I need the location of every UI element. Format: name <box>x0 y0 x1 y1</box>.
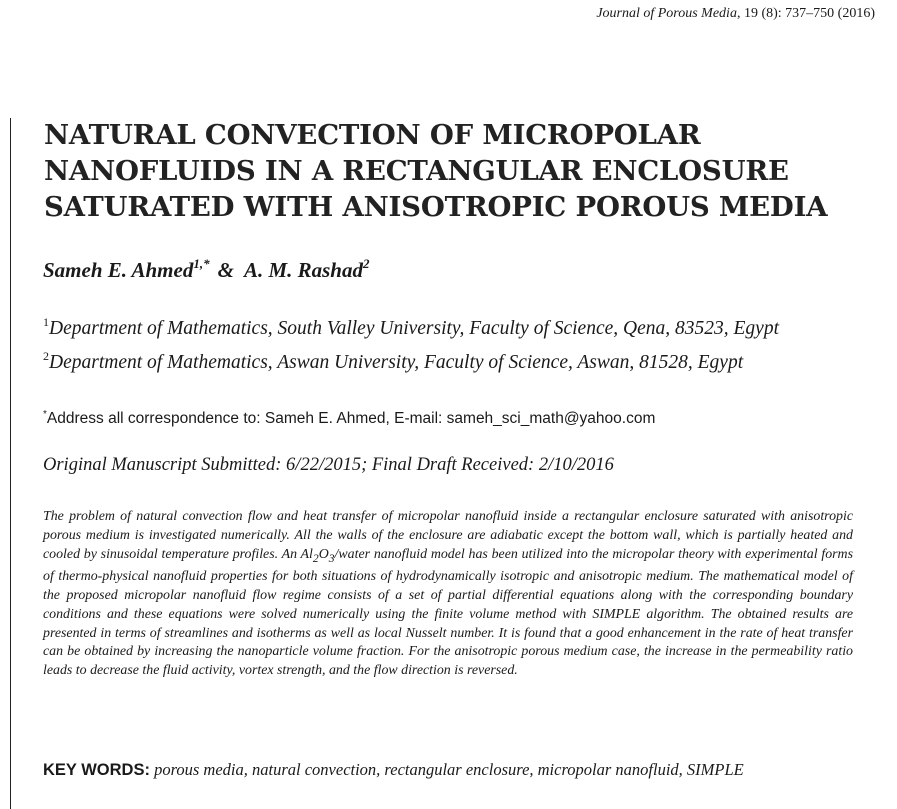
author-list <box>43 258 369 283</box>
correspondence-note <box>43 410 655 428</box>
abstract-subscript-2: 3 <box>328 551 335 565</box>
journal-citation <box>596 6 875 22</box>
left-margin-rule <box>10 118 11 809</box>
affiliation-2-text: Department of Mathematics, Aswan University, Faculty of Science, Aswan, 81528, Egypt <box>49 352 744 373</box>
abstract-text-3: /water nanofluid model has been utilized into the micropolar theory with experimental forms of thermo-physical nanofluid properties for both situations of hydrodynamically isotropic and anisotropic medium. The mathematical model of the proposed micropolar nanofluid flow regime consists of a set of partial differential equations along with the corresponding boundary conditions and these equations were solved numerically using the finite volume method with SIMPLE algorithm. The obtained results are presented in terms of streamlines and isotherms as well as local Nusselt number. It is found that a good enhancement in the rate of heat transfer can be obtained by increasing the nanoparticle volume fraction. For the anisotropic porous medium case, the increase in the permeability ratio leads to decrease the fluid activity, vortex strength, and the flow direction is reversed. <box>43 546 853 679</box>
abstract-subscript-1: 2 <box>312 551 319 565</box>
manuscript-dates: Original Manuscript Submitted: 6/22/2015; Final Draft Received: 2/10/2016 <box>43 455 614 475</box>
journal-name: Journal of Porous Media <box>596 6 737 21</box>
correspondence-text: Address all correspondence to: Sameh E. Ahmed, E-mail: sameh_sci_math@yahoo.com <box>46 410 656 427</box>
affiliation-2-marker: 2 <box>43 349 49 363</box>
title-line-3: SATURATED WITH ANISOTROPIC POROUS MEDIA <box>44 191 828 223</box>
paper-title <box>44 117 884 225</box>
author-separator: & <box>217 258 234 282</box>
author-1-name: Sameh E. Ahmed <box>43 258 194 282</box>
title-line-1: NATURAL CONVECTION OF MICROPOLAR <box>44 119 701 151</box>
author-2-name: A. M. Rashad <box>243 258 363 282</box>
affiliation-1 <box>43 315 779 340</box>
title-line-2: NANOFLUIDS IN A RECTANGULAR ENCLOSURE <box>44 155 789 187</box>
abstract-text-2: O <box>318 546 329 562</box>
keywords-label: KEY WORDS: <box>43 761 150 779</box>
affiliation-2 <box>43 349 744 374</box>
abstract-text-1: The problem of natural convection flow and heat transfer of micropolar nanofluid inside a rectangular enclosure saturated with anisotropic porous medium is investigated numerically. All the walls of the enclosure are adiabatic except the bottom wall, which is partially heated and cooled by sinusoidal temperature profiles. An Al <box>43 509 853 562</box>
affiliation-1-text: Department of Mathematics, South Valley University, Faculty of Science, Qena, 83523, Egypt <box>49 318 779 339</box>
author-1-superscript: 1,* <box>193 256 210 271</box>
affiliation-1-marker: 1 <box>43 315 49 329</box>
keywords <box>43 760 744 780</box>
journal-volume-pages: , 19 (8): 737–750 (2016) <box>736 6 875 21</box>
correspondence-marker: * <box>43 409 47 420</box>
author-2-superscript: 2 <box>362 256 370 271</box>
abstract <box>43 508 853 681</box>
keywords-list: porous media, natural convection, rectangular enclosure, micropolar nanofluid, SIMPLE <box>154 760 744 779</box>
